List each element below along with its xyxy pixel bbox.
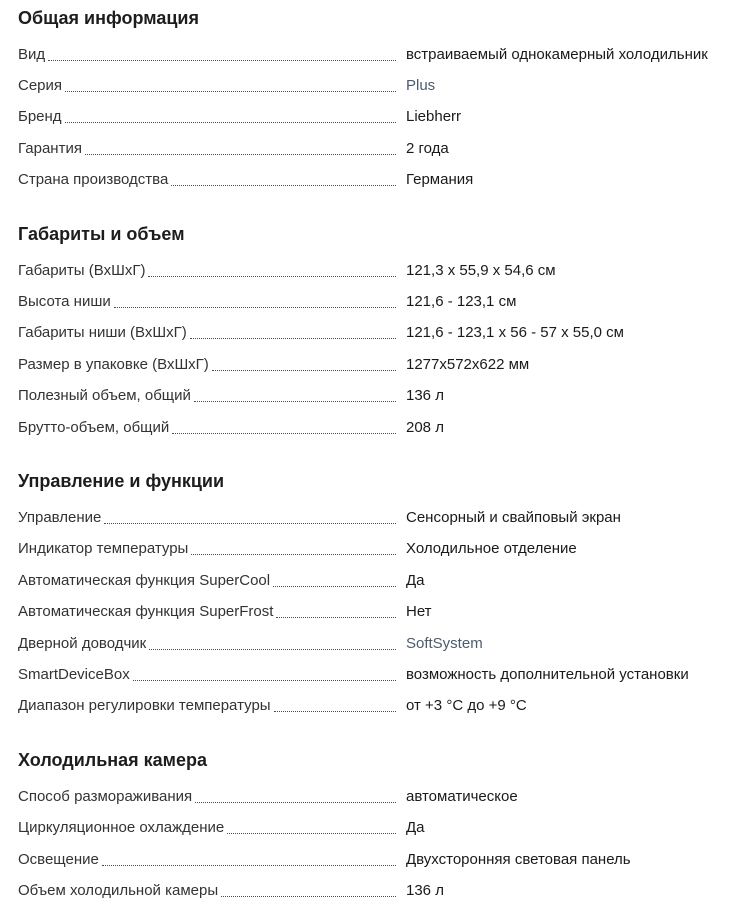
spec-row-left [18,292,406,312]
spec-row-left [18,571,406,591]
dot-leader [48,60,396,61]
spec-label: Размер в упаковке (ВхШхГ) [18,355,209,373]
spec-label: Габариты (ВхШхГ) [18,261,146,279]
spec-value: Да [406,819,425,837]
spec-label: Полезный объем, общий [18,387,191,405]
spec-label: Автоматическая функция SuperCool [18,571,271,589]
dot-leader [102,865,396,866]
spec-value: 2 года [406,139,449,157]
dot-leader [191,554,396,555]
spec-row-left [18,355,406,375]
spec-label: Способ размораживания [18,787,193,805]
dot-leader [114,307,396,308]
spec-value: 136 л [406,387,444,405]
spec-label: Дверной доводчик [18,634,147,652]
dot-leader [273,586,396,587]
spec-value: автоматическое [406,787,518,805]
spec-label: Диапазон регулировки температуры [18,697,271,715]
section-rows [18,502,720,722]
section-rows [18,255,720,443]
spec-row [18,534,720,565]
spec-row-left [18,261,406,281]
dot-leader [85,154,396,155]
spec-row [18,381,720,412]
spec-label: Бренд [18,108,62,126]
spec-row-left [18,170,406,190]
spec-row-left [18,818,406,838]
section-title: Управление и функции [18,471,225,492]
section-rows [18,39,720,196]
spec-label: Габариты ниши (ВхШхГ) [18,324,187,342]
dot-leader [274,711,396,712]
dot-leader [227,833,396,834]
spec-row [18,102,720,133]
spec-row [18,565,720,596]
spec-value: Двухсторонняя световая панель [406,850,631,868]
spec-value: 121,3 x 55,9 x 54,6 см [406,261,556,279]
section-rows [18,781,720,907]
spec-row [18,70,720,101]
spec-row-left [18,665,406,685]
dot-leader [212,370,396,371]
spec-section-3 [18,748,720,907]
dot-leader [195,802,396,803]
dot-leader [194,401,396,402]
dot-leader [171,185,396,186]
section-title: Общая информация [18,8,199,28]
spec-value: 1277х572х622 мм [406,355,530,373]
spec-value: 136 л [406,881,444,899]
spec-value-link[interactable]: Plus [406,77,436,95]
dot-leader [190,338,396,339]
spec-row [18,596,720,627]
dot-leader [133,680,396,681]
spec-value: возможность дополнительной установки [406,665,689,683]
spec-row [18,165,720,196]
spec-row [18,875,720,906]
dot-leader [221,896,396,897]
spec-row [18,659,720,690]
spec-label: Брутто-объем, общий [18,418,170,436]
spec-value: встраиваемый однокамерный холодильник [406,45,708,63]
spec-value: Liebherr [406,108,462,126]
spec-label: Серия [18,77,63,95]
spec-label: Вид [18,45,46,63]
spec-row [18,812,720,843]
dot-leader [104,523,396,524]
spec-value: Нет [406,603,432,621]
spec-value: 208 л [406,418,444,436]
spec-row [18,691,720,722]
spec-row-left [18,323,406,343]
spec-row-left [18,850,406,870]
section-title: Холодильная камера [18,750,207,771]
spec-row [18,133,720,164]
spec-label: SmartDeviceBox [18,665,130,683]
spec-value: Холодильное отделение [406,540,577,558]
dot-leader [65,91,396,92]
dot-leader [172,433,396,434]
spec-value: 121,6 - 123,1 см [406,293,517,311]
spec-row-left [18,139,406,159]
spec-row-left [18,76,406,96]
spec-row [18,349,720,380]
spec-row-left [18,418,406,438]
spec-label: Высота ниши [18,293,111,311]
spec-row-left [18,881,406,901]
dot-leader [65,122,396,123]
spec-row-left [18,634,406,654]
spec-value: Германия [406,171,474,189]
section-title: Габариты и объем [18,223,185,244]
spec-row-left [18,539,406,559]
spec-row [18,412,720,443]
spec-row [18,628,720,659]
spec-section-1 [18,222,720,443]
spec-row-left [18,386,406,406]
spec-row [18,39,720,70]
spec-value: Сенсорный и свайповый экран [406,508,621,526]
spec-section-2 [18,469,720,722]
spec-value-link[interactable]: SoftSystem [406,634,483,652]
spec-row [18,255,720,286]
spec-label: Освещение [18,850,99,868]
spec-label: Объем холодильной камеры [18,881,219,899]
spec-row-left [18,602,406,622]
dot-leader [276,617,396,618]
spec-label: Циркуляционное охлаждение [18,819,225,837]
spec-row-left [18,508,406,528]
spec-row [18,781,720,812]
spec-section-0 [18,6,720,196]
spec-row-left [18,45,406,65]
spec-label: Страна производства [18,171,169,189]
spec-label: Индикатор температуры [18,540,189,558]
spec-row [18,844,720,875]
dot-leader [149,649,396,650]
spec-value: Да [406,571,425,589]
spec-label: Гарантия [18,139,82,157]
product-specs-panel [18,6,720,907]
spec-value: от +3 °C до +9 °C [406,697,527,715]
spec-label: Автоматическая функция SuperFrost [18,603,274,621]
spec-row-left [18,787,406,807]
spec-row [18,318,720,349]
spec-value: 121,6 - 123,1 x 56 - 57 x 55,0 см [406,324,624,342]
dot-leader [148,276,396,277]
spec-row [18,286,720,317]
spec-row-left [18,696,406,716]
spec-row-left [18,107,406,127]
spec-row [18,502,720,533]
spec-label: Управление [18,508,102,526]
